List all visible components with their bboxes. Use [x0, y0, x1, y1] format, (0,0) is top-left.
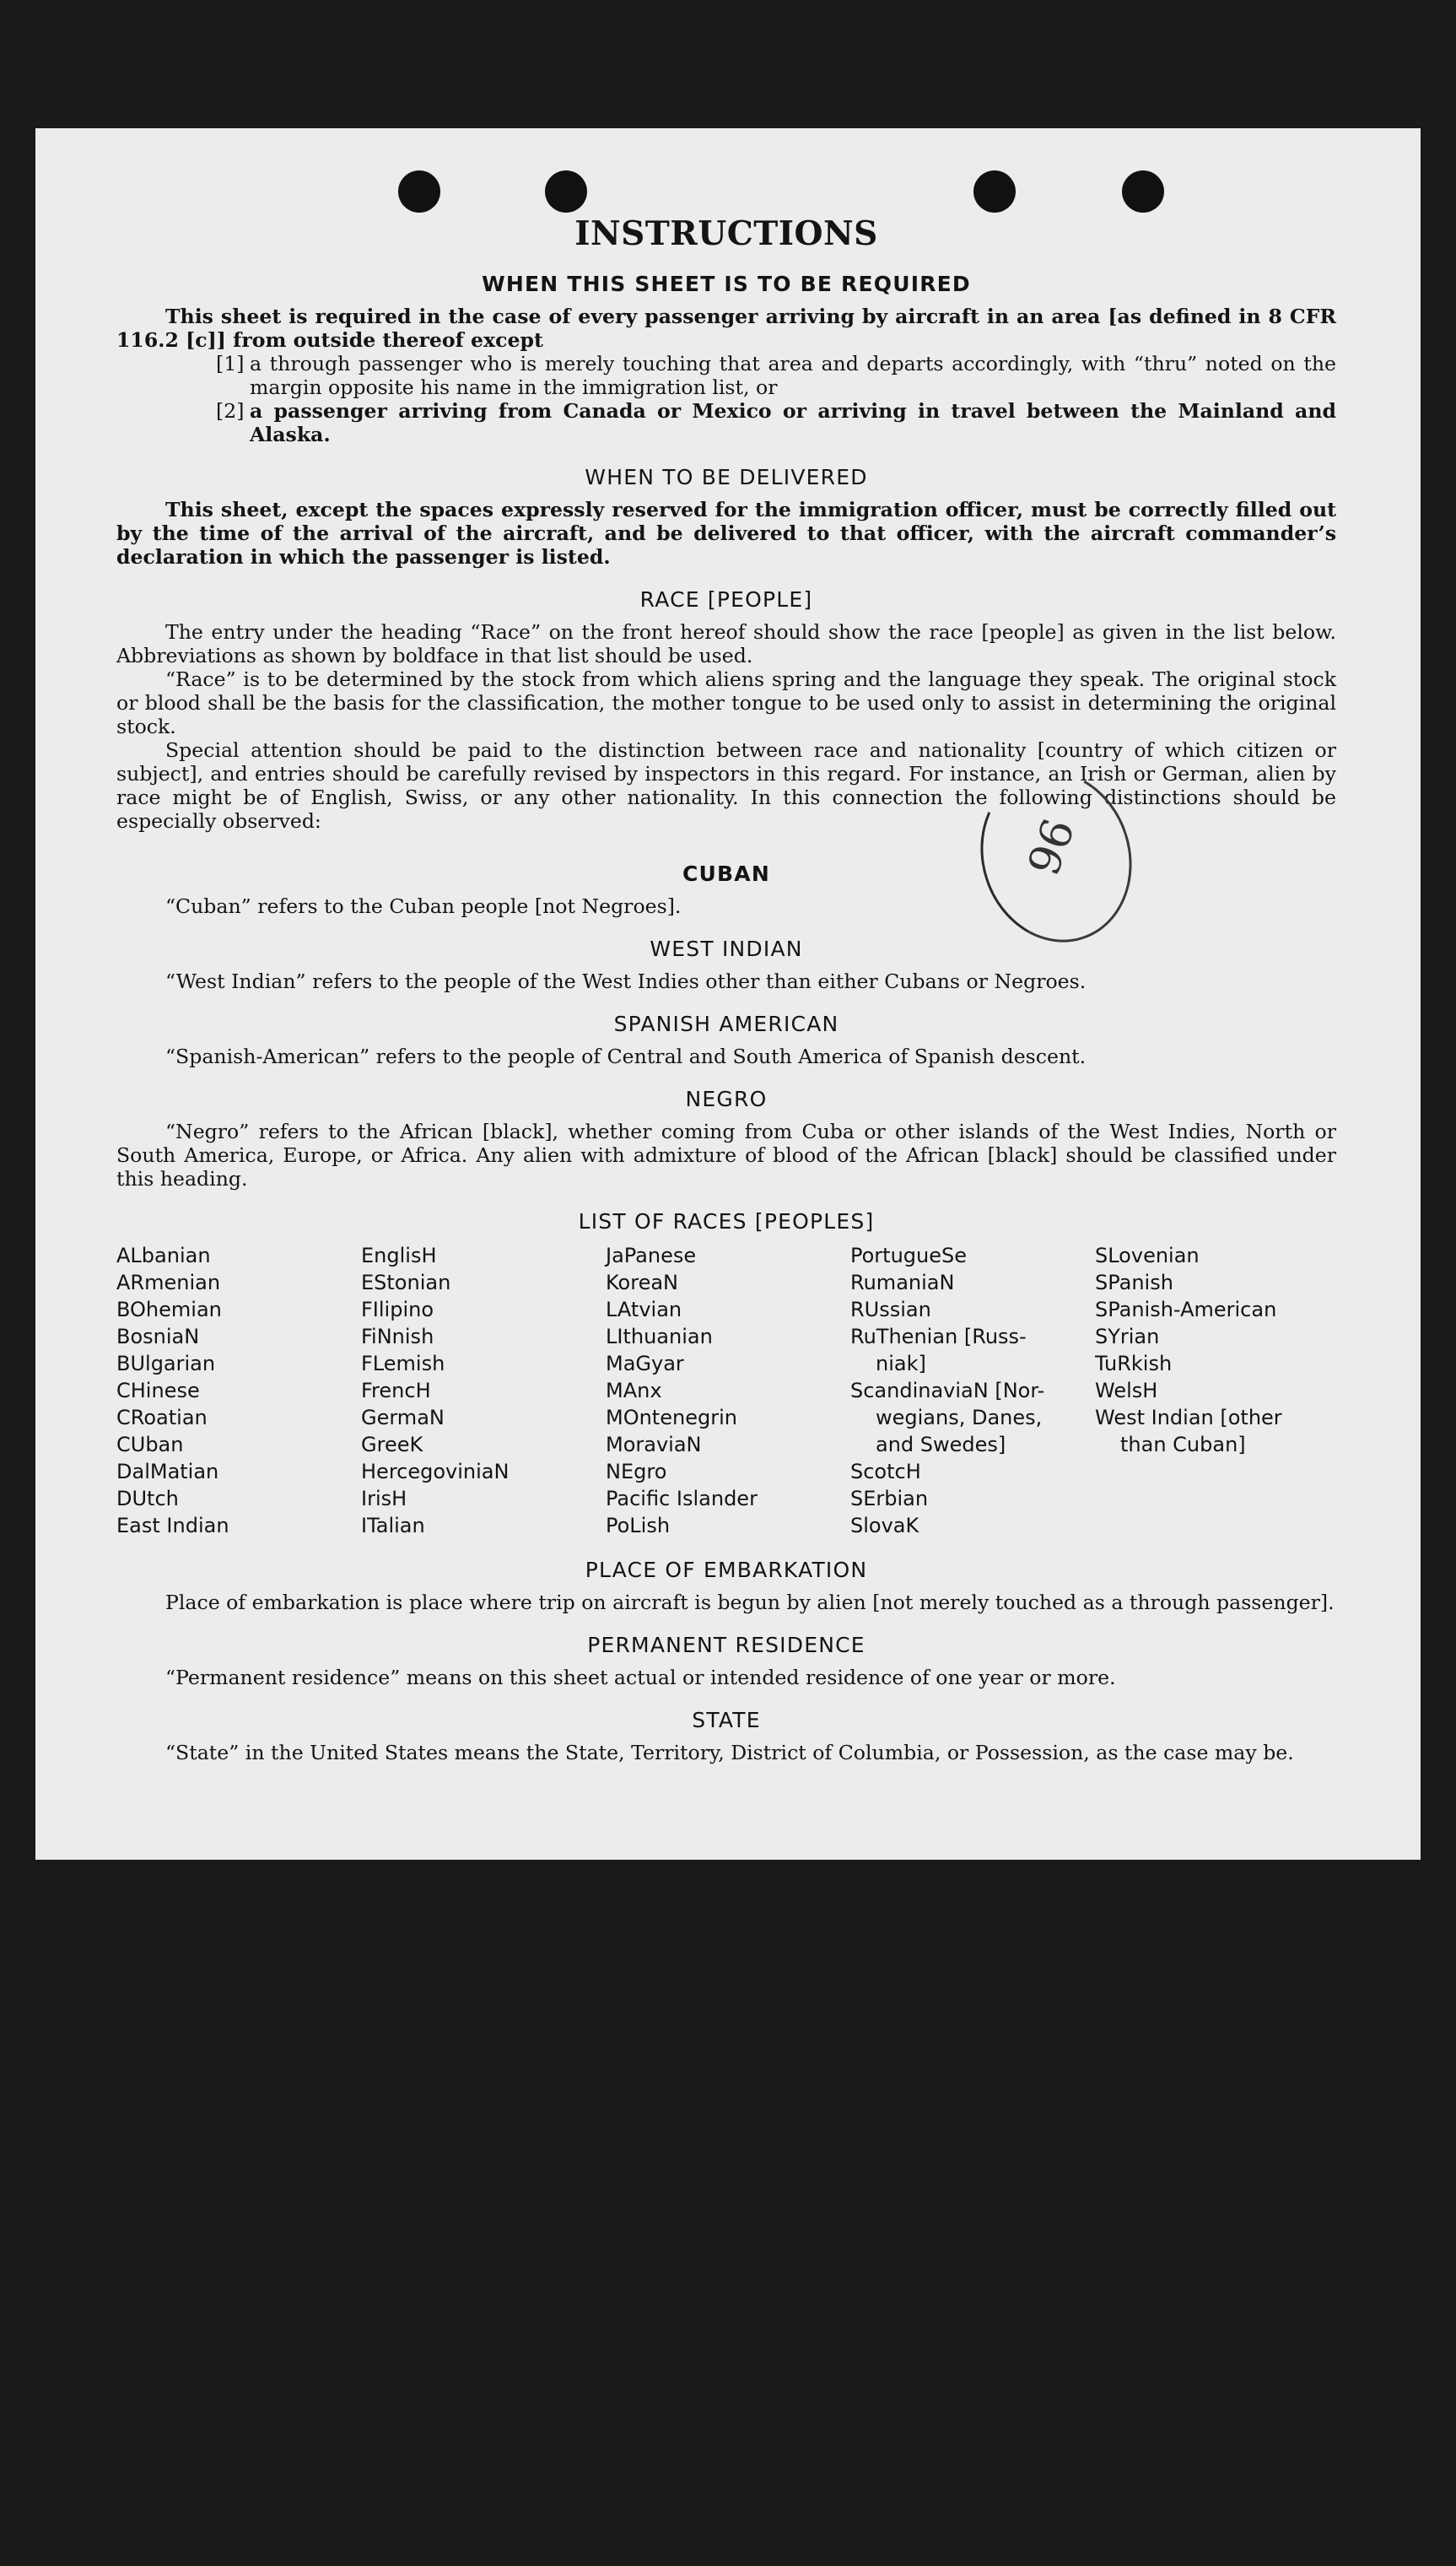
races-column — [361, 1242, 606, 1539]
heading-race: RACE [PEOPLE] — [639, 587, 813, 612]
race-entry: Pacific Islander — [606, 1487, 758, 1510]
race-entry: FrencH — [361, 1379, 431, 1402]
punch-hole — [973, 170, 1016, 213]
punch-hole — [398, 170, 440, 213]
race-entry: PoLish — [606, 1514, 671, 1537]
race-entry: than Cuban] — [1120, 1433, 1246, 1456]
race-entry: West Indian [other — [1095, 1406, 1282, 1429]
punch-hole — [1122, 170, 1164, 213]
race-entry: ITalian — [361, 1514, 425, 1537]
race-entry: CUban — [116, 1433, 184, 1456]
race-entry: WelsH — [1095, 1379, 1158, 1402]
race-entry: ScandinaviaN [Nor- — [850, 1379, 1045, 1402]
race-entry: SPanish — [1095, 1271, 1173, 1294]
race-entry: IrisH — [361, 1487, 407, 1510]
race-entry: FiNnish — [361, 1325, 434, 1348]
races-column — [606, 1242, 850, 1539]
list-item — [216, 352, 1336, 399]
race-entry: RUssian — [850, 1298, 931, 1321]
paragraph-race-3: Special attention should be paid to the distinction between race and nationality [country of which citizen or subject], and entries should be carefully revised by inspectors in this regard. For instance, an Irish or German, alien by race might be of English, Swiss, or any other nationality. In this connection the following distinctions should be especially observed: — [116, 738, 1336, 833]
race-entry: niak] — [876, 1352, 926, 1375]
race-entry: RuThenian [Russ- — [850, 1325, 1027, 1348]
race-entry: KoreaN — [606, 1271, 678, 1294]
heading-delivered: WHEN TO BE DELIVERED — [585, 465, 868, 489]
race-entry: BOhemian — [116, 1298, 222, 1321]
race-entry: LIthuanian — [606, 1325, 713, 1348]
race-entry: SPanish-American — [1095, 1298, 1277, 1321]
paragraph-west-indian: “West Indian” refers to the people of the West Indies other than either Cubans or Negroes. — [165, 970, 1087, 993]
item-text: a passenger arriving from Canada or Mexico or arriving in travel between the Mainland and Alaska. — [250, 399, 1336, 446]
paragraph-residence: “Permanent residence” means on this sheet actual or intended residence of one year or more. — [165, 1666, 1116, 1689]
paragraph-negro: “Negro” refers to the African [black], whether coming from Cuba or other islands of the West Indies, North or South America, Europe, or Africa. Any alien with admixture of blood of the African [black] should be classified under this heading. — [116, 1120, 1336, 1191]
handwritten-mark: 96 — [1018, 812, 1086, 883]
race-entry: EStonian — [361, 1271, 451, 1294]
heading-spanish-american: SPANISH AMERICAN — [613, 1012, 839, 1036]
race-entry: HercegoviniaN — [361, 1460, 510, 1483]
race-entry: MaGyar — [606, 1352, 684, 1375]
instruction-sheet — [35, 128, 1421, 1860]
race-entry: GermaN — [361, 1406, 445, 1429]
heading-west-indian: WEST INDIAN — [650, 937, 803, 961]
heading-state: STATE — [692, 1708, 761, 1732]
item-number: [1] — [216, 352, 245, 375]
race-entry: DalMatian — [116, 1460, 219, 1483]
race-entry: BUlgarian — [116, 1352, 216, 1375]
paragraph-race-2: “Race” is to be determined by the stock from which aliens spring and the language they speak. The original stock or blood shall be the basis for the classification, the mother tongue to be used only to assist in determining the original stock. — [116, 667, 1336, 738]
races-column — [850, 1242, 1095, 1539]
item-number: [2] — [216, 399, 245, 423]
race-entry: MOntenegrin — [606, 1406, 737, 1429]
heading-residence: PERMANENT RESIDENCE — [587, 1633, 866, 1657]
heading-cuban: CUBAN — [682, 862, 770, 886]
race-entry: SLovenian — [1095, 1244, 1200, 1267]
races-column — [116, 1242, 361, 1539]
race-entry: CHinese — [116, 1379, 200, 1402]
race-entry: MAnx — [606, 1379, 662, 1402]
paragraph-state: “State” in the United States means the State, Territory, District of Columbia, or Possession, as the case may be. — [165, 1741, 1294, 1764]
race-entry: TuRkish — [1095, 1352, 1173, 1375]
race-entry: FIlipino — [361, 1298, 434, 1321]
race-entry: FLemish — [361, 1352, 445, 1375]
race-entry: LAtvian — [606, 1298, 682, 1321]
race-entry: SErbian — [850, 1487, 929, 1510]
heading-required: WHEN THIS SHEET IS TO BE REQUIRED — [482, 272, 971, 296]
race-entry: ARmenian — [116, 1271, 221, 1294]
race-entry: SYrian — [1095, 1325, 1160, 1348]
race-entry: wegians, Danes, — [876, 1406, 1043, 1429]
list-item — [216, 399, 1336, 446]
paragraph-spanish-american: “Spanish-American” refers to the people of Central and South America of Spanish descent. — [165, 1045, 1087, 1068]
races-column — [1095, 1242, 1331, 1539]
paragraph-race-1: The entry under the heading “Race” on the front hereof should show the race [people] as given in the list below. Abbreviations as shown by boldface in that list should be used. — [116, 620, 1336, 667]
punch-hole — [545, 170, 587, 213]
race-entry: MoraviaN — [606, 1433, 702, 1456]
paragraph-delivered: This sheet, except the spaces expressly reserved for the immigration officer, must be correctly filled out by the time of the arrival of the aircraft, and be delivered to that officer, with the aircraft commander’s declaration in which the passenger is listed. — [116, 498, 1336, 569]
race-entry: ALbanian — [116, 1244, 211, 1267]
heading-negro: NEGRO — [685, 1087, 768, 1111]
race-entry: DUtch — [116, 1487, 179, 1510]
race-entry: GreeK — [361, 1433, 423, 1456]
race-entry: RumaniaN — [850, 1271, 955, 1294]
race-entry: BosniaN — [116, 1325, 200, 1348]
page-title: INSTRUCTIONS — [574, 214, 878, 253]
races-table — [116, 1242, 1336, 1539]
race-entry: EnglisH — [361, 1244, 437, 1267]
race-entry: and Swedes] — [876, 1433, 1006, 1456]
heading-embarkation: PLACE OF EMBARKATION — [585, 1558, 868, 1582]
race-entry: East Indian — [116, 1514, 229, 1537]
race-entry: PortugueSe — [850, 1244, 967, 1267]
paragraph-embarkation: Place of embarkation is place where trip on aircraft is begun by alien [not merely touched as a through passenger]. — [165, 1591, 1335, 1614]
item-text: a through passenger who is merely touching that area and departs accordingly, with “thru” noted on the margin opposite his name in the immigration list, or — [250, 352, 1336, 399]
paragraph-required-intro: This sheet is required in the case of every passenger arriving by aircraft in an area [as defined in 8 CFR 116.2 [c]] from outside thereof except — [116, 305, 1336, 352]
heading-races-list: LIST OF RACES [PEOPLES] — [578, 1209, 875, 1234]
race-entry: JaPanese — [606, 1244, 697, 1267]
paragraph-cuban: “Cuban” refers to the Cuban people [not Negroes]. — [165, 894, 682, 918]
race-entry: SlovaK — [850, 1514, 919, 1537]
race-entry: NEgro — [606, 1460, 667, 1483]
race-entry: ScotcH — [850, 1460, 921, 1483]
race-entry: CRoatian — [116, 1406, 208, 1429]
